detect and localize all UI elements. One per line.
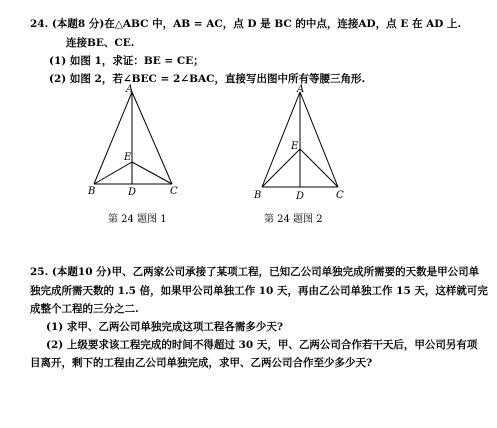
q25-statement-line1: 25. (本题10 分)甲、乙两家公司承接了某项工程，已知乙公司单独完成所需要的天数是甲公司单 xyxy=(30,266,480,278)
q25-part2-line1: (2) 上级要求该工程完成的时间不得超过 30 天，甲、乙两公司合作若干天后，甲公司另有项 xyxy=(46,339,478,351)
segment-be xyxy=(262,149,300,187)
figure-24-1-caption: 第 24 题图 1 xyxy=(108,214,167,225)
point-c-label: C xyxy=(336,190,344,201)
segment-be xyxy=(94,162,132,184)
q25-statement-line3: 成整个工程的三分之二. xyxy=(30,303,139,315)
segment-ce xyxy=(132,162,172,184)
segment-ce xyxy=(300,149,338,187)
q24-part1: (1) 如图 1，求证：BE = CE； xyxy=(49,55,204,67)
q25-part2-line2: 目离开，剩下的工程由乙公司单独完成，求甲、乙两公司合作至少多少天? xyxy=(30,357,373,369)
q24-statement-line1: 24. (本题8 分)在△ABC 中，AB = AC，点 D 是 BC 的中点，连接AD，点 E 在 AD 上. xyxy=(30,18,462,30)
point-b-label: B xyxy=(88,186,96,197)
point-e-label: E xyxy=(291,141,299,152)
point-c-label: C xyxy=(170,186,178,197)
point-a-label: A xyxy=(126,84,134,95)
segment-ab xyxy=(94,92,132,184)
point-e-label: E xyxy=(124,152,132,163)
point-d-label: D xyxy=(128,187,137,198)
figure-24-2-caption: 第 24 题图 2 xyxy=(264,214,323,225)
q25-statement-line2: 独完成所需天数的 1.5 倍，如果甲公司单独工作 10 天，再由乙公司单独工作 15 天，这样就可完 xyxy=(30,285,488,297)
segment-ac xyxy=(300,92,338,187)
q24-statement-line2: 连接BE、CE. xyxy=(66,37,135,49)
figure-24-1 xyxy=(80,82,190,202)
point-b-label: B xyxy=(254,190,262,201)
point-d-label: D xyxy=(296,191,305,202)
point-a-label: A xyxy=(297,84,305,95)
q24-part2: (2) 如图 2，若∠BEC = 2∠BAC，直接写出图中所有等腰三角形. xyxy=(49,73,366,85)
q25-part1: (1) 求甲、乙两公司单独完成这项工程各需多少天? xyxy=(46,321,284,333)
segment-ab xyxy=(262,92,300,187)
segment-ac xyxy=(132,92,172,184)
figure-24-2 xyxy=(250,82,360,202)
